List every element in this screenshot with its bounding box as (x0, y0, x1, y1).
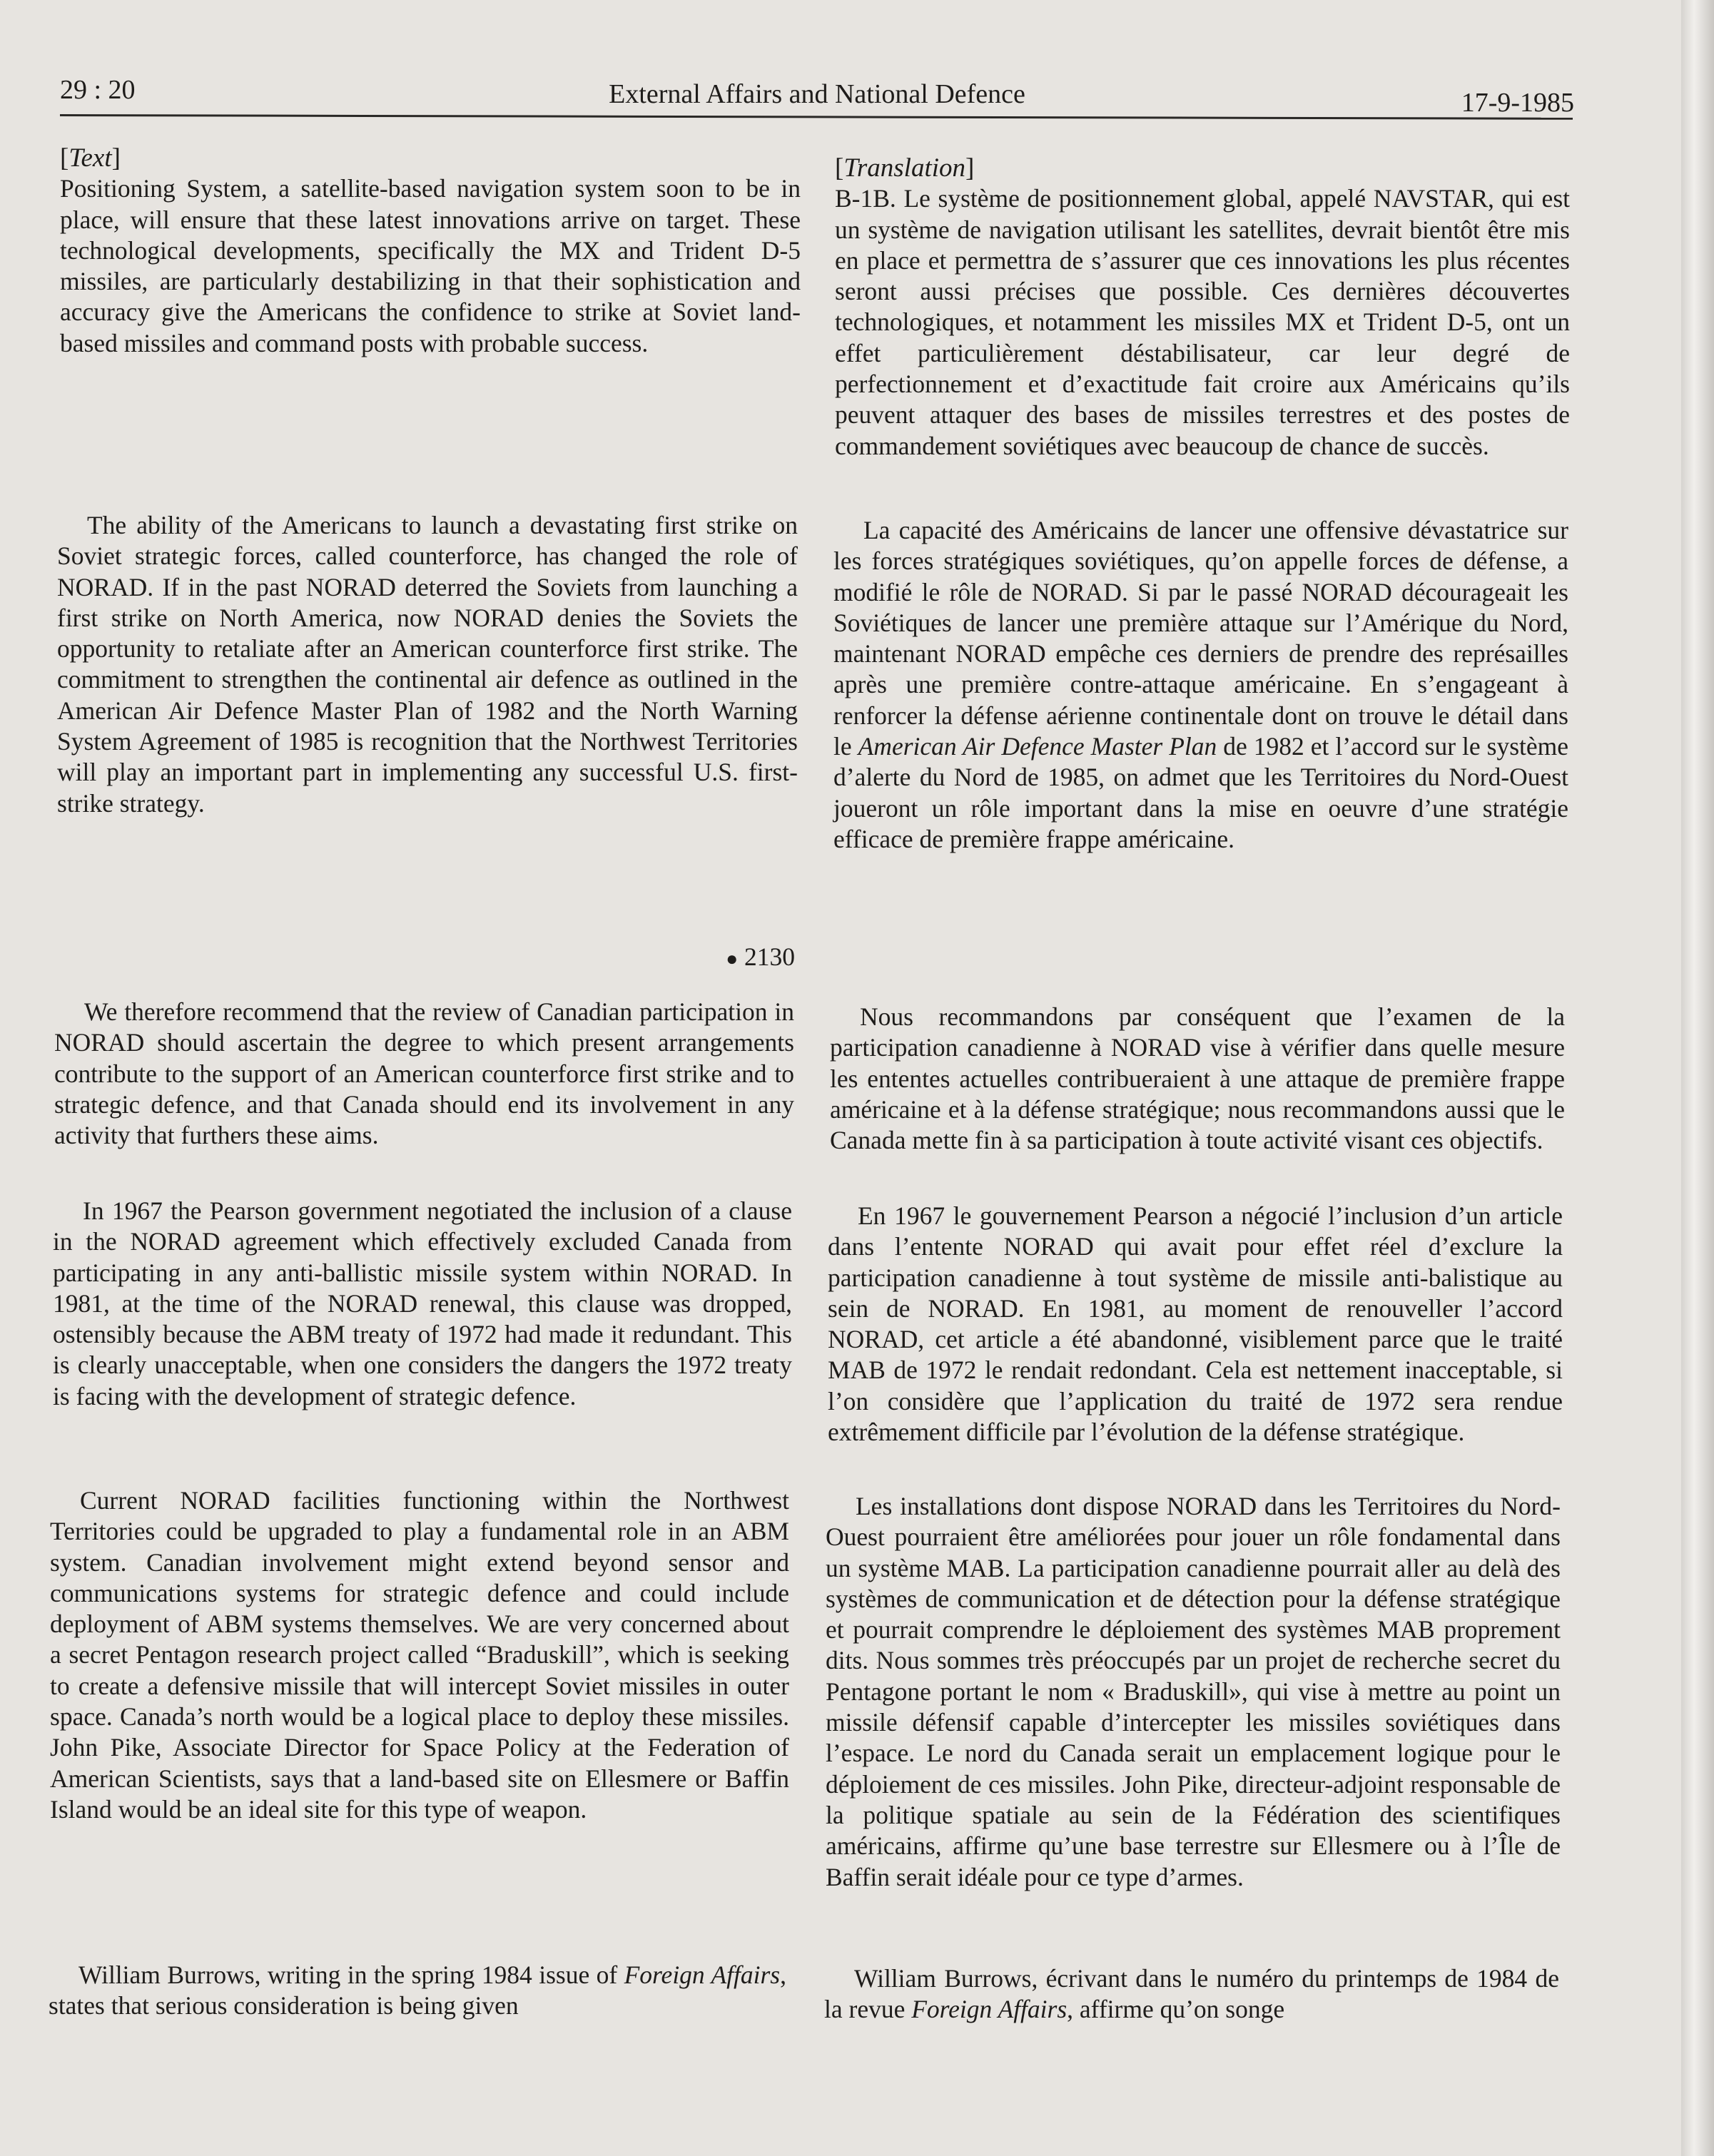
running-title: External Affairs and National Defence (609, 79, 1025, 109)
right-column-p6 (824, 1963, 1559, 2025)
right-paragraph-5: Les installations dont dispose NORAD dans les Territoires du Nord-Ouest pourraient être améliorées pour jouer un rôle fondamental dans un système MAB. La participation canadienne pourrait aller au delà des systèmes de communication et de détection pour la défense stratégique et pourrait comprendre le déploiement des systèmes MAB proprement dits. Nous sommes très préoccupés par un projet de recherche secret du Pentagone portant le nom « Braduskill», qui vise à mettre au point un missile défensif capable d’intercepter les missiles soviétiques dans l’espace. Le nord du Canada serait un emplacement logique pour le déploiement de ces missiles. John Pike, directeur-adjoint responsable de la politique spatiale au sein de la Fédération des scientifiques américains, affirme qu’une base terrestre sur Ellesmere ou à l’Île de Baffin serait idéale pour ce type d’armes. (826, 1492, 1561, 1891)
left-paragraph-6 (49, 1960, 786, 2022)
left-column-p2 (57, 510, 798, 819)
right-p6-start: William Burrows, écrivant dans le numéro du printemps de 1984 de la revue (824, 1964, 1559, 2024)
right-column-p2 (833, 515, 1568, 855)
page-number: 29 : 20 (60, 75, 136, 105)
left-p6-start: William Burrows, writing in the spring 1984 issue of (78, 1961, 624, 1989)
left-paragraph-1: Positioning System, a satellite-based navigation system soon to be in place, will ensure that these latest innovations arrive on target. These technological developments, specifically the MX and Trident D-5 missiles, are particularly destabilizing in that their sophistication and accuracy give the Americans the confidence to strike at Soviet land-based missiles and command posts with probable success. (60, 174, 801, 357)
text-label-word: Text (69, 143, 112, 173)
time-marker-text: 2130 (744, 942, 795, 971)
right-column-p3 (830, 1002, 1565, 1156)
left-column-p3 (54, 997, 794, 1151)
left-p6-journal: Foreign Affairs (624, 1961, 781, 1989)
left-paragraph-5: Current NORAD facilities functioning within the Northwest Territories could be upgraded to play a fundamental role in an ABM system. Canadian involvement might extend beyond sensor and communications systems for strategic defence and could include deployment of ABM systems themselves. We are very concerned about a secret Pentagon research project called “Braduskill”, which is seeking to create a defensive missile that will intercept Soviet missiles in outer space. Canada’s north would be a logical place to deploy these missiles. John Pike, Associate Director for Space Policy at the Federation of American Scientists, says that a land-based site on Ellesmere or Baffin Island would be an ideal site for this type of weapon. (50, 1486, 789, 1824)
right-paragraph-3: Nous recommandons par conséquent que l’examen de la participation canadienne à NORAD vise à vérifier dans quelle mesure les ententes actuelles contribueraient à une attaque de première frappe américaine et à la défense stratégique; nous recommandons aussi que le Canada mette fin à sa participation à toute activité visant ces objectifs. (830, 1002, 1565, 1155)
right-p2-end: de 1982 et l’accord sur le système d’alerte du Nord de 1985, on admet que les Territoires du Nord-Ouest joueront un rôle important dans la mise en oeuvre d’une stratégie efficace de première frappe américaine. (833, 732, 1569, 853)
time-marker (628, 942, 795, 975)
header-date: 17-9-1985 (1461, 88, 1574, 118)
right-paragraph-1: B-1B. Le système de positionnement global, appelé NAVSTAR, qui est un système de navigation utilisant les satellites, devrait bientôt être mis en place et permettra de s’assurer que ces innovations les plus récentes seront aussi précises que possible. Ces dernières découvertes technologiques, et notamment les missiles MX et Trident D-5, ont un effet particulièrement déstabilisateur, car leur degré de perfectionnement et d’exactitude fait croire aux Américains qu’ils peuvent attaquer des bases de missiles terrestres et des postes de commandement soviétiques avec beaucoup de chance de succès. (835, 184, 1570, 460)
right-paragraph-4: En 1967 le gouvernement Pearson a négocié l’inclusion d’un article dans l’entente NORAD qui avait pour effet réel d’exclure la participation canadienne à tout système de missile anti-balistique au sein de NORAD. En 1981, au moment de renouveller l’accord NORAD, cet article a été abandonné, visiblement parce que le traité MAB de 1972 le rendait redondant. Cela est nettement inacceptable, si l’on considère que l’application du traité de 1972 sera rendue extrêmement difficile par l’évolution de la défense stratégique. (828, 1201, 1563, 1447)
bullet-icon: ● (726, 948, 739, 970)
translation-label: [Translation] (835, 153, 975, 183)
right-paragraph-2 (833, 515, 1568, 855)
left-paragraph-4: In 1967 the Pearson government negotiated the inclusion of a clause in the NORAD agreement which effectively excluded Canada from participating in any anti-ballistic missile system within NORAD. In 1981, at the time of the NORAD renewal, this clause was dropped, ostensibly because the ABM treaty of 1972 had made it redundant. This is clearly unacceptable, when one considers the dangers the 1972 treaty is facing with the development of strategic defence. (53, 1196, 792, 1410)
left-column-p4 (53, 1196, 792, 1412)
left-column-p6 (49, 1960, 786, 2022)
right-paragraph-6 (824, 1963, 1559, 2025)
translation-label-word: Translation (843, 153, 966, 183)
page-header (60, 71, 1574, 128)
text-label: [Text] (60, 143, 121, 173)
left-paragraph-2: The ability of the Americans to launch a devastating first strike on Soviet strategic forces, called counterforce, has changed the role of NORAD. If in the past NORAD deterred the Soviets from launching a first strike on North America, now NORAD denies the Soviets the opportunity to retaliate after an American counterforce first strike. The commitment to strengthen the continental air defence as outlined in the American Air Defence Master Plan of 1982 and the North Warning System Agreement of 1985 is recognition that the Northwest Territories will play an important part in implementing any successful U.S. first-strike strategy. (57, 511, 798, 818)
right-p6-end: , affirme qu’on songe (1067, 1995, 1285, 2024)
right-column-p5 (826, 1491, 1561, 1893)
left-paragraph-3: We therefore recommend that the review of Canadian participation in NORAD should ascertain the degree to which present arrangements contribute to the support of an American counterforce first strike and to strategic defence, and that Canada should end its involvement in any activity that furthers these aims. (54, 997, 794, 1150)
right-p6-journal: Foreign Affairs (911, 1995, 1068, 2024)
page-edge (1681, 0, 1714, 2156)
right-p2-start: La capacité des Américains de lancer une offensive dévastatrice sur les forces stratégiques soviétiques, qu’on appelle forces de défense, a modifié le rôle de NORAD. Si par le passé NORAD décourageait les Soviétiques de lancer une première attaque sur l’Amérique du Nord, maintenant NORAD empêche ces derniers de prendre des représailles après une première contre-attaque américaine. En s’engageant à renforcer la défense aérienne continentale dont on trouve le détail dans le (833, 516, 1568, 761)
right-column-p4 (828, 1201, 1563, 1448)
left-column-p5 (50, 1485, 789, 1825)
right-p2-plan: American Air Defence Master Plan (858, 732, 1217, 761)
left-column-intro (60, 143, 801, 359)
right-column-intro (835, 153, 1570, 462)
left-p6-end: , states that serious consideration is being given (49, 1961, 786, 2020)
